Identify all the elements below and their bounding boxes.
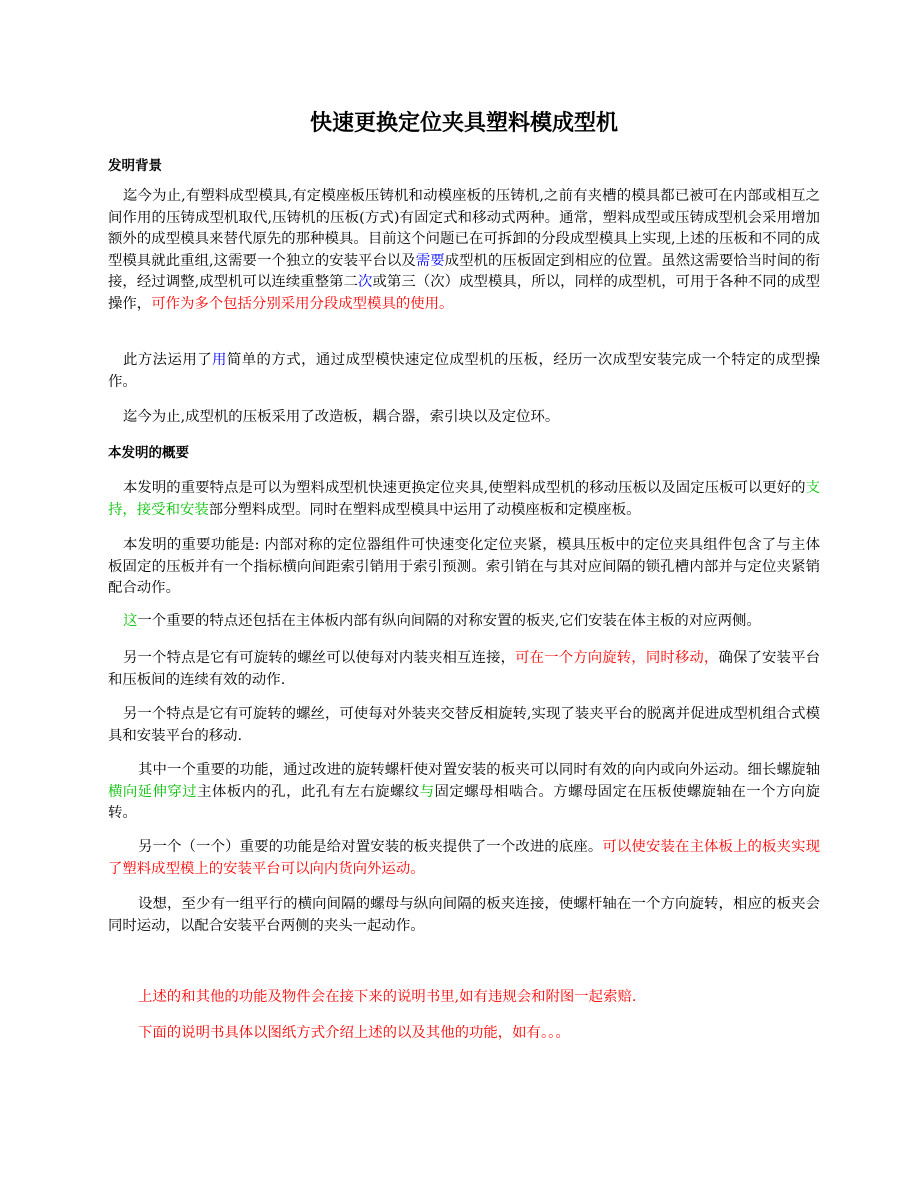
highlight-green: 支持，接受和安装 bbox=[108, 480, 820, 518]
text-run: 另一个（一个）重要的功能是给对置安装的板夹提供了一个改进的底座。 bbox=[138, 839, 603, 855]
background-paragraph-1 bbox=[108, 186, 820, 315]
highlight-green: 横向延伸穿过 bbox=[108, 783, 198, 800]
summary-paragraph-3 bbox=[108, 611, 820, 633]
highlight-blue: 次 bbox=[358, 274, 373, 290]
highlight-blue: 需要 bbox=[415, 252, 445, 269]
text-run: 其中一个重要的功能，通过改进的旋转螺杆使对置安装的板夹可以同时有效的向内或向外运动。细长螺旋轴 bbox=[138, 762, 820, 778]
summary-paragraph-1 bbox=[108, 478, 820, 521]
background-paragraph-2 bbox=[108, 350, 820, 393]
text-run: 或第三（次）成型模具，所以，同样的成型机，可用于各种不同的成型操作， bbox=[108, 274, 820, 312]
background-paragraph-3: 迄今为止,成型机的压板采用了改造板，耦合器，索引块以及定位环。 bbox=[123, 409, 560, 425]
text-run: 一个重要的特点还包括在主体板内部有纵向间隔的对称安置的板夹,它们安装在体主板的对应两侧。 bbox=[137, 613, 761, 629]
text-run: 部分塑料成型。同时在塑料成型模具中运用了动模座板和定模座板。 bbox=[208, 501, 641, 518]
highlight-green: 与 bbox=[419, 783, 435, 800]
highlight-red: 可作为多个包括分别采用分段成型模具的使用。 bbox=[151, 295, 454, 312]
text-run: 此方法运用了 bbox=[123, 352, 213, 368]
text-run: 另一个特点是它有可旋转的螺丝可以使每对内装夹相互连接， bbox=[123, 650, 516, 666]
text-run: 主体板内的孔，此孔有左右旋螺纹 bbox=[197, 783, 420, 800]
text-run: 本发明的重要特点是可以为塑料成型机快速更换定位夹具,使塑料成型机的移动压板以及固定压板可以更好的 bbox=[123, 480, 806, 496]
summary-paragraph-6 bbox=[108, 760, 820, 825]
note-line-2: 下面的说明书具体以图纸方式介绍上述的以及其他的功能，如有。。。 bbox=[138, 1025, 570, 1041]
summary-paragraph-7 bbox=[108, 837, 820, 880]
section-heading-background: 发明背景 bbox=[108, 158, 162, 174]
highlight-blue: 用 bbox=[212, 352, 227, 368]
text-run: 固定螺母相啮合。方螺母固定在压板使螺旋轴在一个方向旋转。 bbox=[108, 783, 820, 821]
document-title: 快速更换定位夹具塑料模成型机 bbox=[309, 111, 618, 136]
section-heading-summary: 本发明的概要 bbox=[108, 445, 189, 461]
text-run: 迄今为止,有塑料成型模具,有定模座板压铸机和动模座板的压铸机,之前有夹槽的模具都已被可在内部或相互之间作用的压铸成型机取代,压铸机的压板(方式)有固定式和移动式两种。通常，塑料成型或压铸成型机会采用增加额外的成型模具来替代原先的那种模具。目前这个问题已在可拆卸的分段成型模具上实现,上述的压板和不同的成型模具就此重组,这需要一个独立的安装平台以及 bbox=[108, 188, 820, 269]
summary-paragraph-2: 本发明的重要功能是: 内部对称的定位器组件可快速变化定位夹紧，模具压板中的定位夹具组件包含了与主体板固定的压板并有一个指标横向间距索引销用于索引预测。索引销在与其对应间隔的锁孔槽内部并与定位夹紧销配合动作。 bbox=[108, 537, 820, 596]
note-line-1: 上述的和其他的功能及物件会在接下来的说明书里,如有违规会和附图一起索赔. bbox=[138, 989, 637, 1005]
summary-paragraph-4 bbox=[108, 648, 820, 691]
text-run: 成型机的压板固定到相应的位置。虽然这需要恰当时间的衔接，经过调整,成型机可以连续重整第二 bbox=[108, 252, 820, 290]
highlight-green: 这 bbox=[123, 613, 138, 629]
text-run: 简单的方式，通过成型模快速定位成型机的压板，经历一次成型安装完成一个特定的成型操作。 bbox=[108, 352, 820, 390]
highlight-red: 可以使安装在主体板上的板夹实现了塑料成型模上的安装平台可以向内货向外运动。 bbox=[108, 839, 820, 877]
highlight-red: 可在一个方向旋转，同时移动， bbox=[515, 650, 719, 666]
summary-paragraph-5: 另一个特点是它有可旋转的螺丝，可使每对外装夹交替反相旋转,实现了装夹平台的脱离并促进成型机组合式模具和安装平台的移动. bbox=[108, 706, 820, 744]
summary-paragraph-8: 设想，至少有一组平行的横向间隔的螺母与纵向间隔的板夹连接，使螺杆轴在一个方向旋转，相应的板夹会同时运动，以配合安装平台两侧的夹头一起动作。 bbox=[108, 896, 820, 934]
text-run: 确保了安装平台和压板间的连续有效的动作. bbox=[108, 650, 820, 688]
